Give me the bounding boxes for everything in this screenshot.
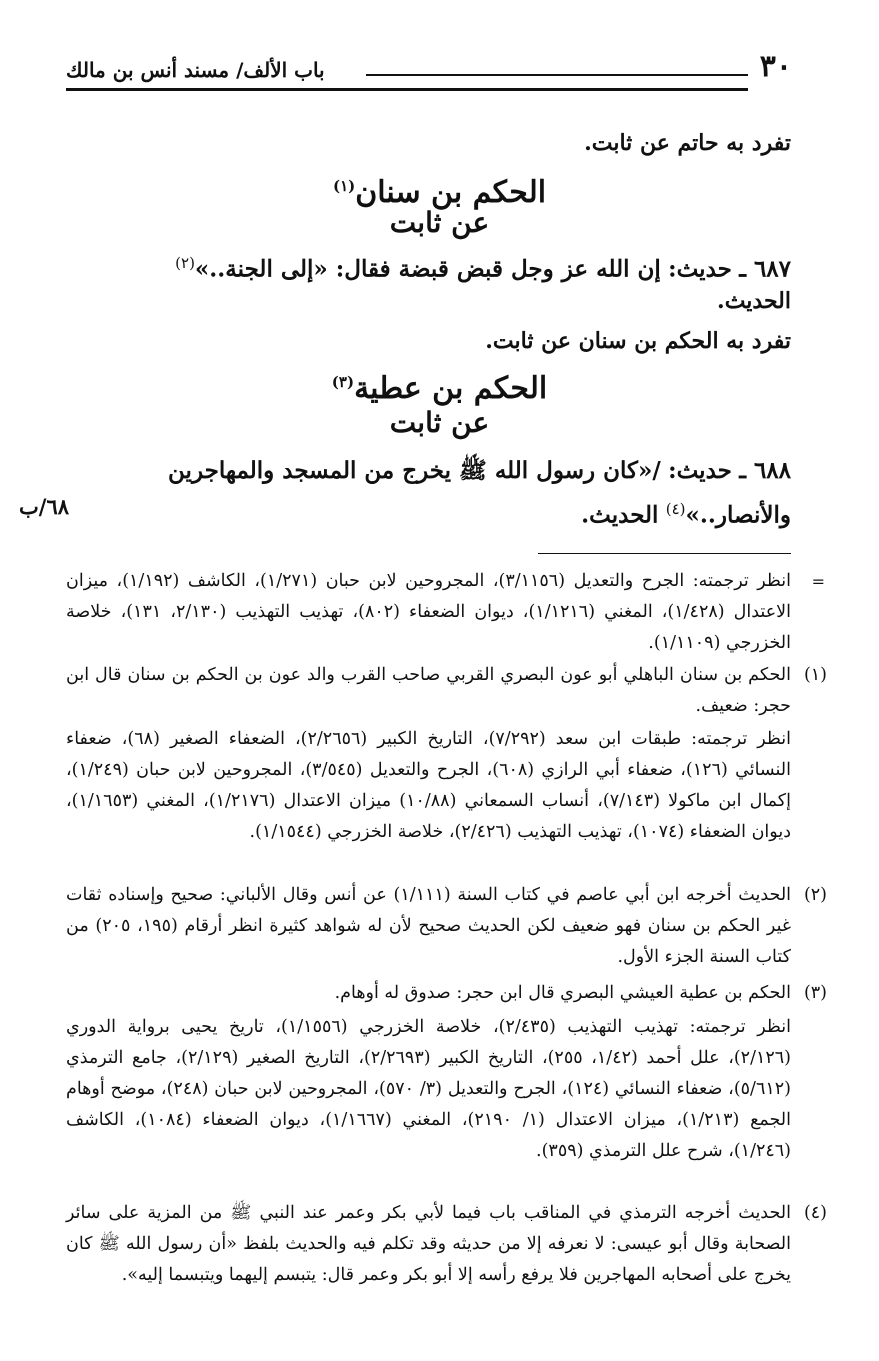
footnote-text: الحديث أخرجه ابن أبي عاصم في كتاب السنة (١/١١١) عن أنس وقال الألباني: صحيح وإسناده ثقات غير الحكم بن سنان فهو ضعيف لكن الحديث صحيح لأن له شواهد كثيرة انظر أرقام (١٩٥، ٢٠٥) من كتاب السنة الجزء الأول. bbox=[66, 885, 792, 967]
heading-name: الحكم بن عطية bbox=[354, 371, 548, 406]
footnote-text: الحديث أخرجه الترمذي في المناقب باب فيما لأبي بكر وعمر عند النبي ﷺ من المزية على سائر الصحابة وقال أبو عيسى: لا نعرفه إلا من حديثه وقد تكلم فيه والحديث بلفظ «أن رسول الله ﷺ كان يخرج على أصحابه المهاجرين فلا يرفع رأسه إلا أبو بكر وعمر قال: يتبسم إليهما ويتبسما إليه». bbox=[66, 1203, 791, 1285]
header-rule-short bbox=[366, 74, 748, 76]
hadith-end: الحديث. bbox=[717, 288, 791, 314]
footnote bbox=[66, 660, 827, 722]
footnote-marker: (٣) bbox=[803, 983, 827, 1003]
footnote-marker: = bbox=[811, 572, 825, 591]
text-line: تفرد به حاتم عن ثابت. bbox=[584, 130, 791, 156]
hadith-number: ٦٨٨ ـ bbox=[739, 457, 791, 484]
section-subheading: عن ثابت bbox=[389, 206, 490, 239]
footnote-ref[interactable]: (٢) bbox=[175, 254, 195, 272]
page-number: ٣٠ bbox=[759, 49, 792, 84]
footnote bbox=[66, 1012, 791, 1167]
section-heading bbox=[0, 362, 879, 409]
header-rule bbox=[66, 88, 748, 91]
footnote-text: انظر ترجمته: طبقات ابن سعد (٧/٢٩٢)، التاريخ الكبير (٢/٢٦٥٦)، الضعفاء الصغير (٦٨)، ضعفاء النسائي (١٢٦)، ضعفاء أبي الرازي (٦٠٨)، الجرح والتعديل (٣/٥٤٥)، المجروحين لابن حبان (١/٢٤٩)، إكمال ابن ماكولا (٧/١٤٣)، أنساب السمعاني (١٠/٨٨) ميزان الاعتدال (١/٢١٧٦)، المغني (١/١٦٥٣)، ديوان الضعفاء (١٠٧٤)، تهذيب التهذيب (٢/٤٢٦)، خلاصة الخزرجي (١/١٥٤٤). bbox=[66, 729, 791, 842]
footnote bbox=[66, 978, 827, 1009]
footnote-text: الحكم بن سنان الباهلي أبو عون البصري القربي صاحب القرب والد عون بن الحكم بن سنان قال ابن حجر: ضعيف. bbox=[66, 665, 791, 716]
footnote bbox=[66, 1198, 827, 1291]
footnote-text: انظر ترجمته: تهذيب التهذيب (٢/٤٣٥)، خلاصة الخزرجي (١/١٥٥٦)، تاريخ يحيى برواية الدوري (٢/١٢٦)، علل أحمد (١/٤٢، ٢٥٥)، التاريخ الكبير (٢/٢٦٩٣)، التاريخ الصغير (٢/١٢٩)، جامع الترمذي (٥/٦١٢)، ضعفاء النسائي (١٢٤)، الجرح والتعديل (٣/ ٥٧٠)، المجروحين لابن حبان (٢٤٨)، موضح أوهام الجمع (١/٢١٣)، ميزان الاعتدال (١/ ٢١٩٠)، المغني (١/١٦٦٧)، ديوان الضعفاء (١٠٨٤)، الكاشف (١/٢٤٦)، شرح علل الترمذي (٣٥٩). bbox=[66, 1017, 791, 1161]
hadith-text: إن الله عز وجل قبض قبضة فقال: «إلى الجنة..» bbox=[194, 255, 661, 283]
footnote-separator bbox=[538, 553, 791, 554]
footnote bbox=[66, 566, 825, 659]
hadith-entry bbox=[66, 246, 791, 287]
footnote-text: انظر ترجمته: الجرح والتعديل (٣/١١٥٦)، المجروحين لابن حبان (١/٢٧١)، الكاشف (١/١٩٢)، ميزان الاعتدال (١/٤٢٨)، المغني (١/١٢١٦)، ديوان الضعفاء (٨٠٢)، تهذيب التهذيب (٢/١٣٠، ١٣١)، خلاصة الخزرجي (١/١١٠٩). bbox=[66, 571, 792, 653]
footnote bbox=[66, 880, 827, 973]
footnote-marker: (٢) bbox=[803, 885, 827, 905]
hadith-label: حديث: bbox=[668, 457, 732, 484]
footnote-marker: (١) bbox=[803, 665, 827, 685]
running-title: باب الألف/ مسند أنس بن مالك bbox=[66, 58, 325, 82]
footnote bbox=[66, 724, 791, 848]
footnote-ref[interactable]: (٤) bbox=[665, 500, 686, 518]
hadith-text: /«كان رسول الله ﷺ يخرج من المسجد والمهاجرين bbox=[168, 457, 661, 484]
footnote-marker: (٤) bbox=[803, 1203, 827, 1223]
hadith-label: حديث: bbox=[668, 255, 732, 283]
section-subheading: عن ثابت bbox=[389, 406, 490, 439]
hadith-continuation bbox=[66, 492, 791, 533]
heading-name: الحكم بن سنان bbox=[355, 175, 547, 210]
footnote-text: الحكم بن عطية العيشي البصري قال ابن حجر: صدوق له أوهام. bbox=[334, 983, 791, 1003]
running-header bbox=[66, 44, 792, 88]
footnote-ref[interactable]: (٣) bbox=[331, 373, 355, 391]
text-line: تفرد به الحكم بن سنان عن ثابت. bbox=[485, 328, 791, 354]
hadith-number: ٦٨٧ ـ bbox=[739, 255, 791, 283]
hadith-entry bbox=[66, 454, 791, 488]
hadith-end: الحديث. bbox=[581, 501, 659, 529]
footnote-ref[interactable]: (١) bbox=[332, 177, 356, 195]
hadith-text: والأنصار..» bbox=[685, 501, 791, 529]
margin-note: ٦٨/ب bbox=[18, 494, 69, 519]
